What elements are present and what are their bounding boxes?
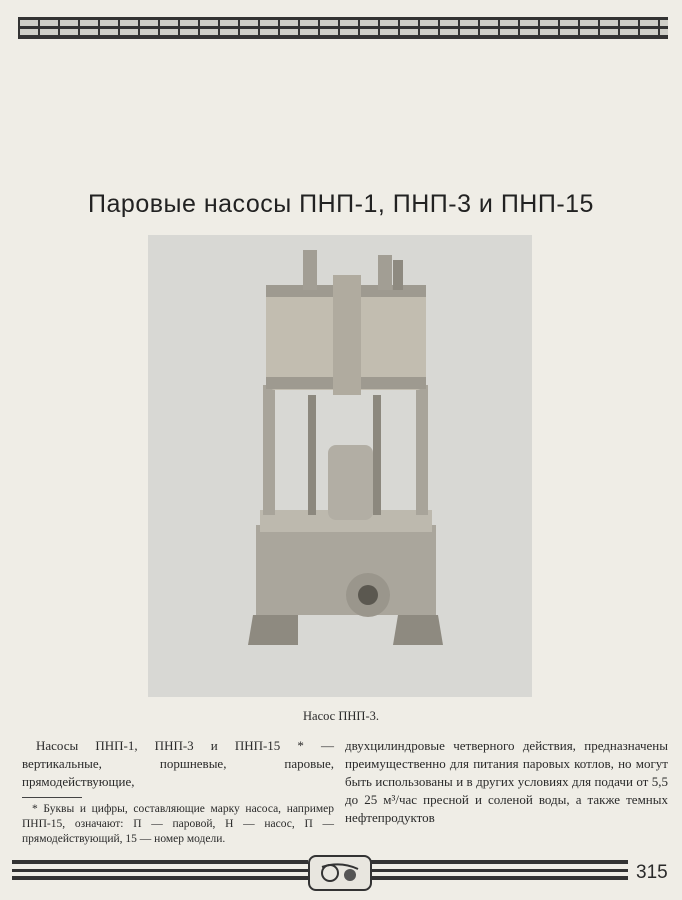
figure-caption: Насос ПНП-3. xyxy=(303,709,379,723)
page-number: 315 xyxy=(636,862,668,883)
page-title: Паровые насосы ПНП-1, ПНП-3 и ПНП-15 xyxy=(88,190,594,218)
left-column xyxy=(22,737,334,847)
body-text-right: двухцилиндровые четверного действия, предназначены преимущественно для питания паровых котлов, но могут быть использованы и в других условиях для подачи от 5,5 до 25 м³/час пресной и соленой воды, а также темных нефтепродуктов xyxy=(345,738,668,825)
pump-photo xyxy=(148,235,532,697)
footnote-divider xyxy=(22,797,82,798)
footnote: * Буквы и цифры, составляющие марку насоса, например ПНП-15, означают: П — паровой, Н — насос, П — прямодействующий, 15 — номер модели. xyxy=(22,803,334,845)
top-ornamental-border xyxy=(18,17,668,39)
body-text-left: Насосы ПНП-1, ПНП-3 и ПНП-15 * — вертикальные, поршневые, паровые, прямодействующие, xyxy=(22,738,334,789)
pump-emblem-icon xyxy=(308,855,372,891)
